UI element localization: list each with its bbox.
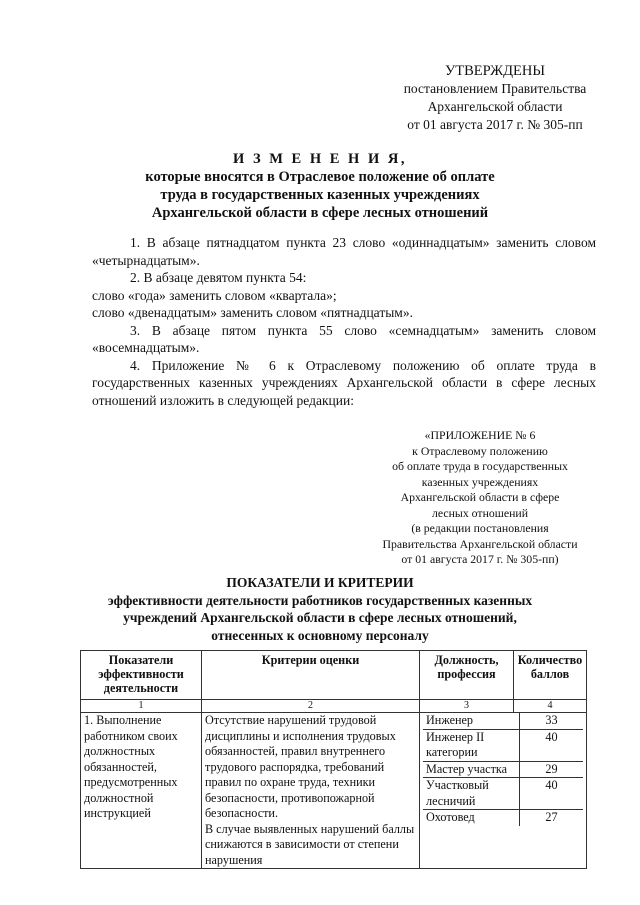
title-line-2: которые вносятся в Отраслевое положение об оплате bbox=[145, 169, 495, 185]
position-row bbox=[423, 713, 583, 730]
criteria-text-2: В случае выявленных нарушений баллы снижаются в зависимости от степени нарушения bbox=[205, 821, 415, 867]
position-name: Инженер II категории bbox=[423, 730, 520, 761]
indicators-title-line-4: отнесенных к основному персоналу bbox=[211, 627, 429, 643]
indicator-cell: 1. Выполнение работником своих должностных обязанностей, предусмотренных должностной инструкцией bbox=[81, 713, 202, 869]
criteria-cell bbox=[202, 713, 420, 869]
indicators-title bbox=[70, 574, 570, 644]
approval-line-3: от 01 августа 2017 г. № 305-пп bbox=[407, 117, 583, 132]
column-number: 4 bbox=[514, 700, 587, 713]
approval-heading: УТВЕРЖДЕНЫ bbox=[444, 63, 546, 79]
column-numbers-row bbox=[81, 700, 587, 713]
appendix-line-1: «ПРИЛОЖЕНИЕ № 6 bbox=[424, 428, 536, 442]
criteria-table bbox=[80, 650, 587, 869]
change-item-2: 2. В абзаце девятом пункта 54: bbox=[130, 270, 307, 285]
position-name: Мастер участка bbox=[423, 762, 520, 778]
indicators-title-line-3: учреждений Архангельской области в сфере лесных отношений, bbox=[123, 610, 517, 625]
change-item-2b: слово «двенадцатым» заменить словом «пятнадцатым». bbox=[92, 305, 413, 320]
appendix-line-6: лесных отношений bbox=[431, 505, 529, 520]
change-item-4: 4. Приложение № 6 к Отраслевому положению об оплате труда в государственных казенных учреждениях Архангельской области в сфере лесных отношений изложить в следующей редакции: bbox=[92, 357, 596, 408]
position-points: 29 bbox=[545, 761, 558, 776]
position-name: Участковый лесничий bbox=[423, 778, 520, 809]
table-header-row bbox=[81, 651, 587, 700]
position-name: Инженер bbox=[423, 713, 520, 729]
change-item-2a: слово «года» заменить словом «квартала»; bbox=[92, 287, 337, 303]
indicators-title-line-2: эффективности деятельности работников государственных казенных bbox=[107, 592, 533, 608]
change-item-3: 3. В абзаце пятом пункта 55 слово «семнадцатым» заменить словом «восемнадцатым». bbox=[92, 322, 596, 355]
appendix-header bbox=[352, 428, 608, 568]
position-points: 27 bbox=[545, 810, 558, 824]
indicators-title-line-1: ПОКАЗАТЕЛИ И КРИТЕРИИ bbox=[226, 575, 414, 590]
column-number: 3 bbox=[420, 700, 514, 713]
header-criteria: Критерии оценки bbox=[202, 651, 420, 700]
appendix-line-4: казенных учреждениях bbox=[421, 474, 539, 489]
header-position: Должность, профессия bbox=[420, 651, 514, 700]
approval-line-1: постановлением Правительства bbox=[403, 81, 587, 96]
title-line-3: труда в государственных казенных учреждениях bbox=[160, 187, 480, 203]
position-row bbox=[423, 762, 583, 779]
appendix-line-3: об оплате труда в государственных bbox=[392, 459, 568, 473]
approval-line-2: Архангельской области bbox=[427, 99, 563, 114]
header-points: Количество баллов bbox=[514, 651, 587, 700]
column-number: 1 bbox=[81, 700, 202, 713]
position-name: Охотовед bbox=[423, 810, 520, 826]
table-row bbox=[81, 713, 587, 869]
position-row bbox=[423, 730, 583, 762]
appendix-line-7: (в редакции постановления bbox=[411, 521, 549, 535]
change-item-1: 1. В абзаце пятнадцатом пункта 23 слово «одиннадцатым» заменить словом «четырнадцатым». bbox=[92, 235, 596, 268]
appendix-line-5: Архангельской области в сфере bbox=[400, 490, 560, 504]
approval-block bbox=[384, 62, 606, 134]
title-line-4: Архангельской области в сфере лесных отношений bbox=[151, 205, 489, 221]
criteria-text-1: Отсутствие нарушений трудовой дисциплины и исполнения трудовых обязанностей, правил внутреннего трудового распорядка, требований правил по охране труда, техники безопасности, противопожарной безопасности. bbox=[205, 713, 396, 820]
positions-cell bbox=[420, 713, 587, 869]
appendix-line-2: к Отраслевому положению bbox=[412, 443, 548, 458]
changes-list bbox=[92, 234, 596, 409]
position-row bbox=[423, 778, 583, 810]
title-line-1: И З М Е Н Е Н И Я, bbox=[233, 151, 407, 167]
header-indicators: Показатели эффективности деятельности bbox=[81, 651, 202, 700]
position-row bbox=[423, 810, 583, 826]
document-title bbox=[80, 150, 560, 222]
position-points: 40 bbox=[545, 729, 558, 744]
column-number: 2 bbox=[202, 700, 420, 713]
position-points: 40 bbox=[545, 778, 558, 792]
appendix-line-8: Правительства Архангельской области bbox=[382, 536, 578, 551]
position-points: 33 bbox=[545, 713, 558, 727]
appendix-line-9: от 01 августа 2017 г. № 305-пп) bbox=[401, 552, 559, 566]
